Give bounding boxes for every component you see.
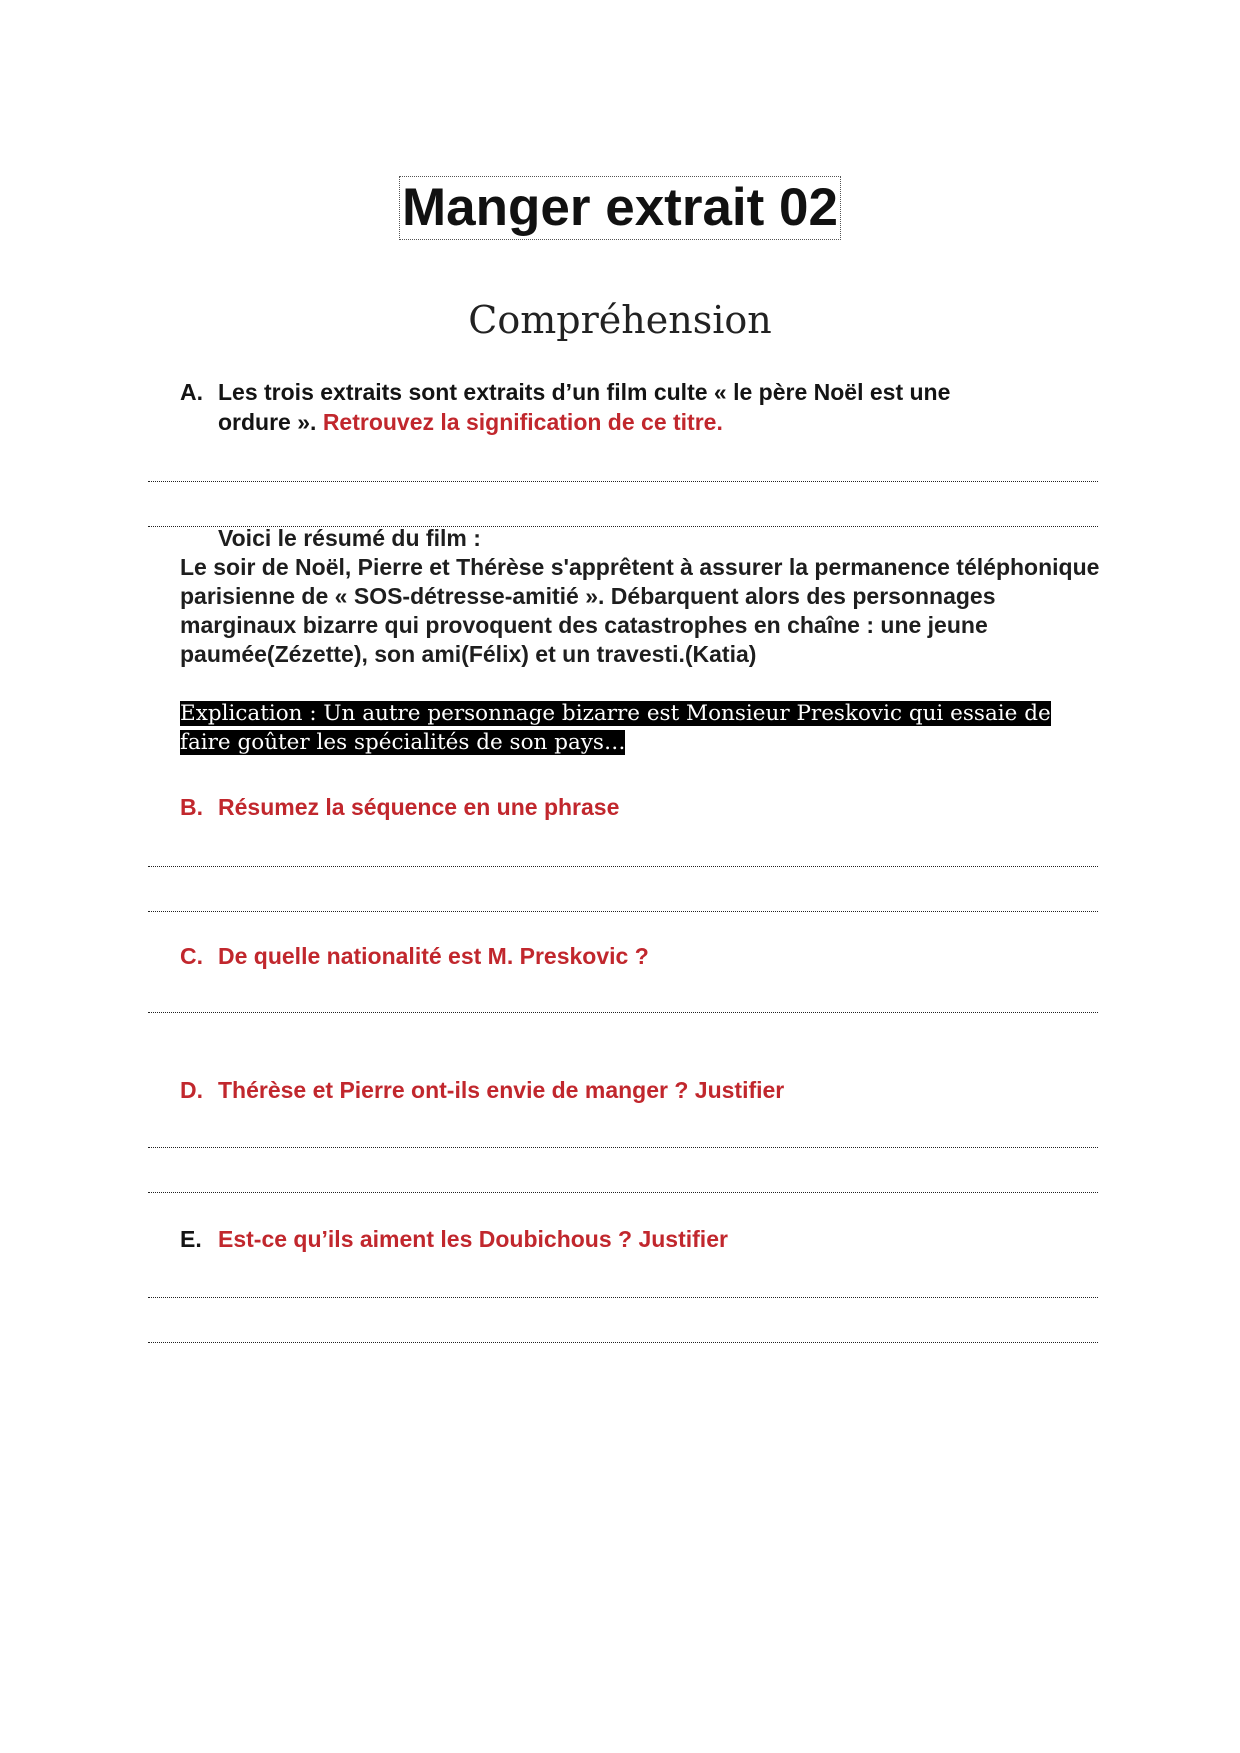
answer-line[interactable] — [148, 481, 1098, 482]
question-e — [180, 1224, 1090, 1254]
explication-box — [180, 699, 1100, 757]
question-a — [180, 377, 1090, 437]
question-e-letter: E. — [180, 1226, 202, 1252]
explication-text: Explication : Un autre personnage bizarre est Monsieur Preskovic qui essaie de faire goûter les spécialités de son pays… — [180, 701, 1051, 755]
answer-line[interactable] — [148, 866, 1098, 867]
page-title: Manger extrait 02 — [399, 176, 841, 240]
answer-line[interactable] — [148, 1342, 1098, 1343]
title-container — [0, 176, 1240, 240]
question-b — [180, 792, 1090, 822]
question-a-text: Les trois extraits sont extraits d’un film culte « le père Noël est une — [218, 379, 951, 405]
answer-line[interactable] — [148, 1297, 1098, 1298]
question-e-text: Est-ce qu’ils aiment les Doubichous ? Justifier — [218, 1226, 728, 1252]
question-b-text: Résumez la séquence en une phrase — [218, 794, 620, 820]
summary-body: Le soir de Noël, Pierre et Thérèse s'apprêtent à assurer la permanence téléphonique parisienne de « SOS-détresse-amitié ». Débarquent alors des personnages marginaux bizarre qui provoquent des catastrophes en chaîne : une jeune paumée(Zézette), son ami(Félix) et un travesti.(Katia) — [180, 554, 1100, 667]
question-c — [180, 941, 1090, 971]
question-a-instruction: Retrouvez la signification de ce titre. — [322, 409, 723, 435]
question-a-text-cont: ordure ». — [218, 409, 317, 435]
question-d-text: Thérèse et Pierre ont-ils envie de manger ? Justifier — [218, 1077, 785, 1103]
summary-heading: Voici le résumé du film : — [218, 525, 481, 551]
answer-line[interactable] — [148, 1012, 1098, 1013]
section-subtitle: Compréhension — [468, 298, 772, 342]
question-b-letter: B. — [180, 794, 203, 820]
question-c-text: De quelle nationalité est M. Preskovic ? — [218, 943, 649, 969]
answer-line[interactable] — [148, 1192, 1098, 1193]
question-d-letter: D. — [180, 1077, 203, 1103]
question-a-continuation — [180, 407, 1090, 437]
question-d — [180, 1075, 1090, 1105]
answer-line[interactable] — [148, 911, 1098, 912]
film-summary — [180, 524, 1100, 669]
question-a-letter: A. — [180, 379, 203, 405]
answer-line[interactable] — [148, 1147, 1098, 1148]
question-c-letter: C. — [180, 943, 203, 969]
